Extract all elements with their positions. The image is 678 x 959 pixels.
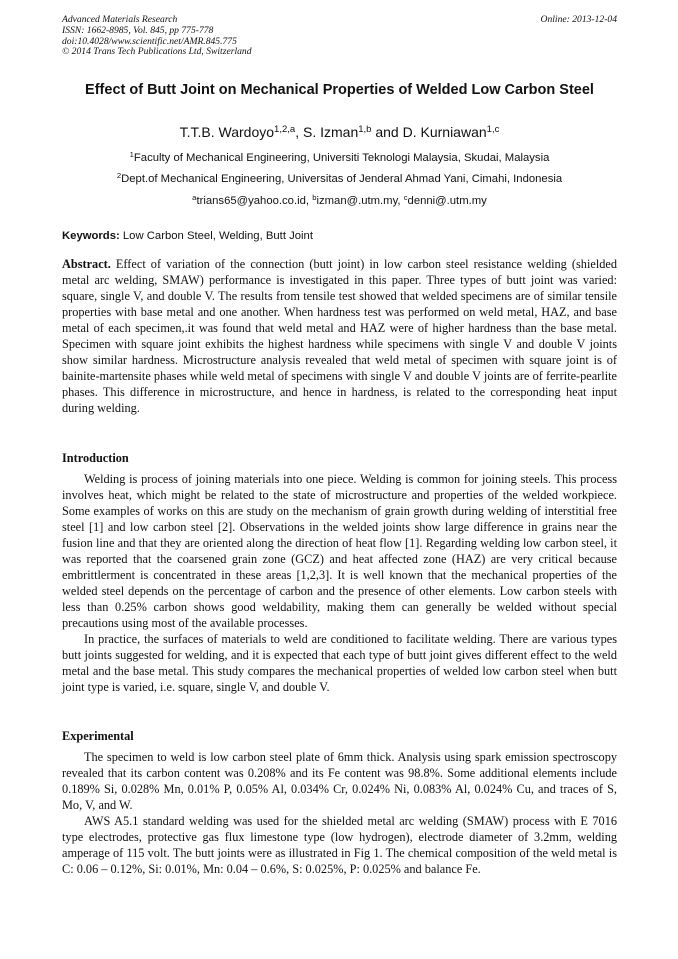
keywords-label: Keywords: xyxy=(62,230,120,242)
journal-header xyxy=(62,15,617,58)
issn-line: ISSN: 1662-8985, Vol. 845, pp 775-778 xyxy=(62,24,214,36)
paragraph: In practice, the surfaces of materials to weld are conditioned to facilitate welding. There are various types butt joints suggested for welding, and it is expected that each type of butt joint gives different effect to the weld metal and the base metal. This study compares the mechanical properties of welded low carbon steel when butt joint type is varied, i.e. square, single V, and double V. xyxy=(62,632,617,695)
author-separator: , xyxy=(295,124,303,140)
paper-title: Effect of Butt Joint on Mechanical Properties of Welded Low Carbon Steel xyxy=(85,82,594,98)
abstract-text: Effect of variation of the connection (butt joint) in low carbon steel resistance welding (shielded metal arc welding, SMAW) performance is investigated in this paper. Three types of butt joint was varied: square, single V, and double V. The results from tensile test showed that welded specimens are of similar tensile properties with base metal and one another. When hardness test was performed on weld metal, HAZ, and base metal of each specimen,.it was found that weld metal and HAZ were of higher hardness than the base metal. Specimen with square joint exhibits the highest hardness while specimens with single V and double V joints show similar hardness. Microstructure analysis revealed that weld metal of specimen with square joint is of bainite-martensite phases while weld metal of specimens with single V and double V joints are of ferrite-pearlite phases. This difference in microstructure, and hence in hardness, is related to the corresponding heat input during welding. xyxy=(62,257,617,416)
affiliation-2 xyxy=(62,172,617,186)
author-affiliation-marker: 1,c xyxy=(486,123,500,135)
affiliation-1 xyxy=(62,151,617,165)
keywords-text: Low Carbon Steel, Welding, Butt Joint xyxy=(119,230,313,242)
email-address: izman@.utm.my xyxy=(316,195,398,207)
introduction-body xyxy=(62,471,617,695)
email-marker: b xyxy=(312,192,317,202)
author-list xyxy=(62,123,617,141)
author-name: T.T.B. Wardoyo xyxy=(179,124,275,140)
author-affiliation-marker: 1,2,a xyxy=(274,123,296,135)
paragraph: Welding is process of joining materials into one piece. Welding is common for joining steels. This process involves heat, which might be related to the state of microstructure and properties of the welded workpiece. Some examples of works on this are study on the mechanism of grain growth during welding of interstitial free steel [1] and low carbon steel [2]. Observations in the welded joints show large difference in grains near the fusion line and that they are oriented along the direction of heat flow [1]. Regarding welding low carbon steel, it was reported that the coarsened grain zone (GCZ) and heat affected zone (HAZ) are very critical because embrittlerment is concentrated in these areas [1,2,3]. It is well known that the mechanical properties of the welded steel depends on the percentage of carbon and the presence of other elements. Low carbon steels with less than 0.25% carbon shows good weldability, making them can generally be welded without special precautions using most of the available processes. xyxy=(62,472,617,631)
copyright-line: © 2014 Trans Tech Publications Ltd, Switzerland xyxy=(62,46,252,58)
paragraph: AWS A5.1 standard welding was used for the shielded metal arc welding (SMAW) process with E 7016 type electrodes, protective gas flux limestone type (low hydrogen), electrode diameter of 3.2mm, welding amperage of 115 volt. The butt joints were as illustrated in Fig 1. The chemical composition of the weld metal is C: 0.06 – 0.12%, Si: 0.01%, Mn: 0.04 – 0.6%, S: 0.025%, P: 0.025% and balance Fe. xyxy=(62,814,617,877)
doi-line: doi:10.4028/www.scientific.net/AMR.845.775 xyxy=(62,35,237,47)
email-list xyxy=(62,194,617,208)
abstract-label: Abstract. xyxy=(62,257,111,271)
email-separator: , xyxy=(397,195,404,207)
affiliation-text: Dept.of Mechanical Engineering, Universitas of Jenderal Ahmad Yani, Cimahi, Indonesia xyxy=(121,173,563,185)
author-affiliation-marker: 1,b xyxy=(358,123,372,135)
author-name: S. Izman xyxy=(302,124,359,140)
experimental-body xyxy=(62,749,617,877)
email-separator: , xyxy=(305,195,313,207)
section-heading-experimental: Experimental xyxy=(62,729,134,743)
affiliation-marker: 1 xyxy=(129,149,134,159)
author-separator: and xyxy=(371,124,403,140)
section-heading-introduction: Introduction xyxy=(62,451,129,465)
paragraph: The specimen to weld is low carbon steel plate of 6mm thick. Analysis using spark emission spectroscopy revealed that its carbon content was 0.208% and its Fe content was 98.8%. Some additional elements include 0.189% Si, 0.028% Mn, 0.01% P, 0.05% Al, 0.034% Cr, 0.024% Ni, 0.083% Al, 0.024% Cu, and traces of S, Mo, V, and W. xyxy=(62,750,617,813)
abstract xyxy=(62,256,617,416)
affiliation-text: Faculty of Mechanical Engineering, Universiti Teknologi Malaysia, Skudai, Malaysia xyxy=(133,152,550,164)
email-address: trians65@yahoo.co.id xyxy=(196,195,306,207)
keywords xyxy=(62,229,617,243)
email-marker: a xyxy=(192,192,197,202)
affiliation-marker: 2 xyxy=(116,170,122,180)
journal-name: Advanced Materials Research xyxy=(62,14,178,25)
email-address: denni@.utm.my xyxy=(407,195,487,207)
online-date: Online: 2013-12-04 xyxy=(540,14,617,25)
email-marker: c xyxy=(403,192,408,202)
author-name: D. Kurniawan xyxy=(402,124,487,140)
